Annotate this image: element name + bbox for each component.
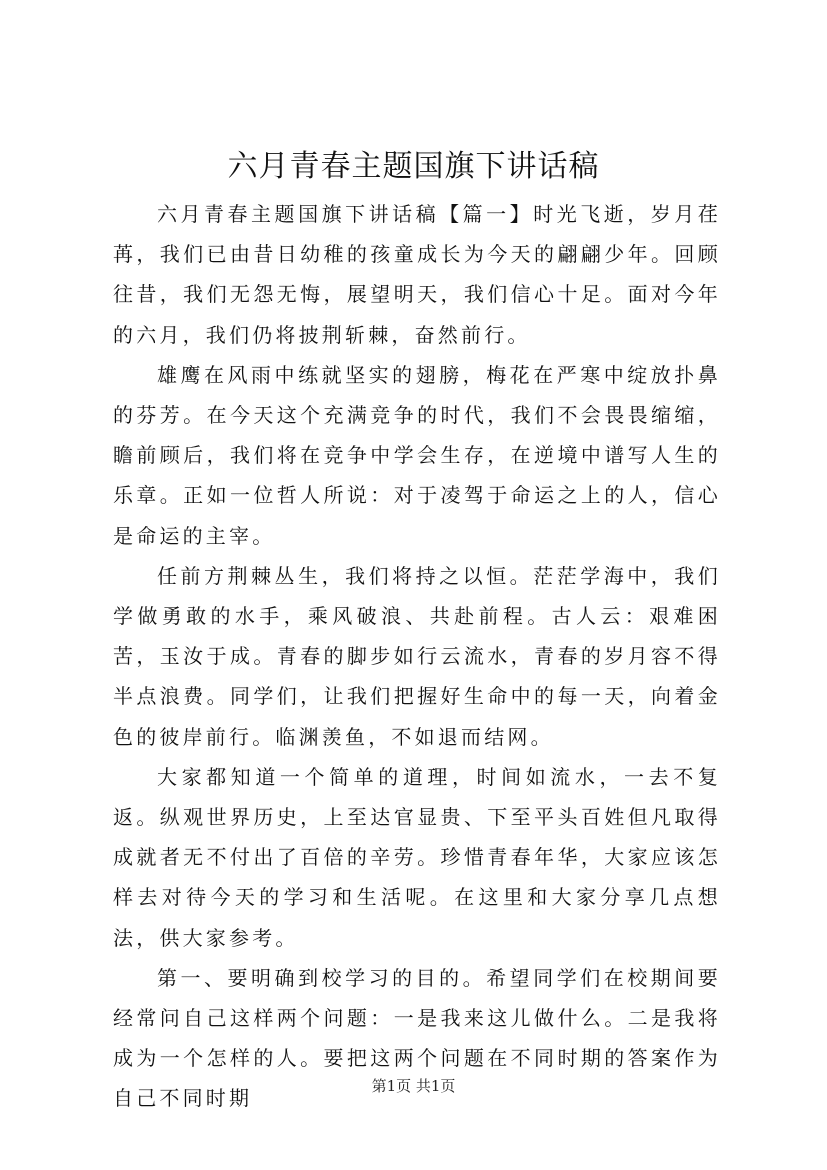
paragraph-3: 任前方荆棘丛生，我们将持之以恒。茫茫学海中，我们学做勇敢的水手，乘风破浪、共赴前程。古人云：艰难困苦，玉汝于成。青春的脚步如行云流水，青春的岁月容不得半点浪费。同学们，让我们把握好生命中的每一天，向着金色的彼岸前行。临渊羡鱼，不如退而结网。 — [113, 563, 721, 749]
paragraph-2: 雄鹰在风雨中练就坚实的翅膀，梅花在严寒中绽放扑鼻的芬芳。在今天这个充满竞争的时代，我们不会畏畏缩缩，瞻前顾后，我们将在竞争中学会生存，在逆境中谱写人生的乐章。正如一位哲人所说：对于凌驾于命运之上的人，信心是命运的主宰。 — [113, 362, 721, 548]
paragraph-5: 第一、要明确到校学习的目的。希望同学们在校期间要经常问自己这样两个问题：一是我来这儿做什么。二是我将成为一个怎样的人。要把这两个问题在不同时期的答案作为自己不同时期 — [113, 965, 721, 1111]
document-body — [113, 194, 721, 1119]
paragraph-1: 六月青春主题国旗下讲话稿【篇一】时光飞逝，岁月荏苒，我们已由昔日幼稚的孩童成长为今天的翩翩少年。回顾往昔，我们无怨无悔，展望明天，我们信心十足。面对今年的六月，我们仍将披荆斩棘，奋然前行。 — [113, 202, 721, 347]
paragraph-4: 大家都知道一个简单的道理，时间如流水，一去不复返。纵观世界历史，上至达官显贵、下至平头百姓但凡取得成就者无不付出了百倍的辛劳。珍惜青春年华，大家应该怎样去对待今天的学习和生活呢。在这里和大家分享几点想法，供大家参考。 — [113, 764, 721, 950]
document-title: 六月青春主题国旗下讲话稿 — [227, 149, 600, 184]
page-number-footer: 第1页 共1页 — [371, 1077, 456, 1095]
